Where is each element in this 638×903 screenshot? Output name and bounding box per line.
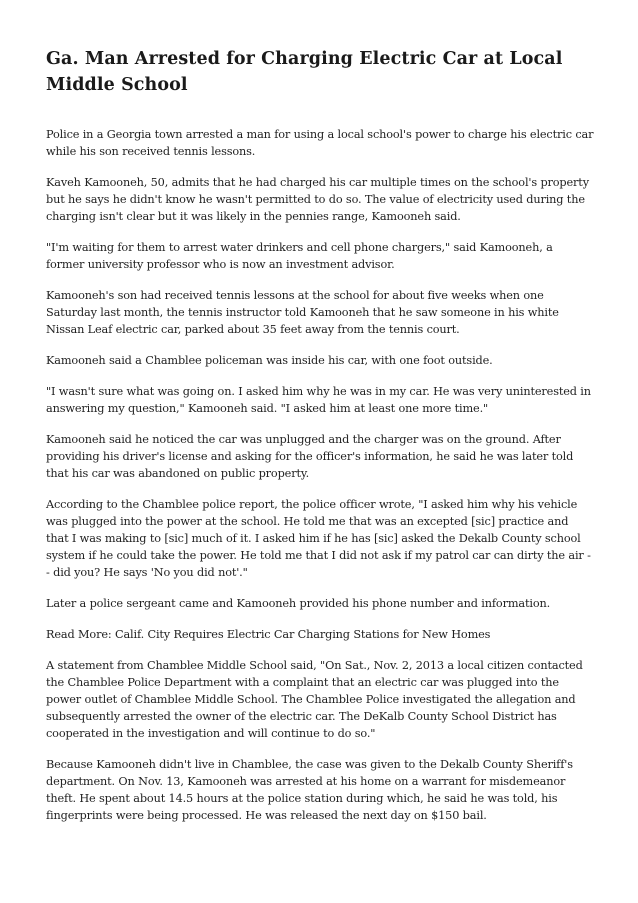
article-paragraph: Kamooneh's son had received tennis lessons at the school for about five weeks when one Saturday last month, the tennis instructor told Kamooneh that he saw someone in his white Nissan Leaf electric car, parked about 35 feet away from the tennis court. xyxy=(46,289,559,336)
article-paragraph: Police in a Georgia town arrested a man for using a local school's power to charge his electric car while his son received tennis lessons. xyxy=(46,128,594,158)
read-more-line: Read More: Calif. City Requires Electric Car Charging Stations for New Homes xyxy=(46,628,491,641)
article-paragraph: Later a police sergeant came and Kamooneh provided his phone number and information. xyxy=(46,597,551,610)
article-paragraph: According to the Chamblee police report, the police officer wrote, "I asked him why his vehicle was plugged into the power at the school. He told me that was an excepted [sic] practice and that I was making to [sic] much of it. I asked him if he has [sic] asked the Dekalb County school system if he could take the power. He told me that I did not ask if my patrol car can dirty the air -- did you? He says 'No you did not'." xyxy=(46,498,591,579)
article-title: Ga. Man Arrested for Charging Electric Car at Local Middle School xyxy=(46,49,563,95)
article xyxy=(46,46,594,838)
article-paragraph: Kamooneh said he noticed the car was unplugged and the charger was on the ground. After providing his driver's license and asking for the officer's information, he said he was later told that his car was abandoned on public property. xyxy=(46,433,574,480)
article-paragraph: Kamooneh said a Chamblee policeman was inside his car, with one foot outside. xyxy=(46,354,493,367)
article-paragraph: "I'm waiting for them to arrest water drinkers and cell phone chargers," said Kamooneh, a former university professor who is now an investment advisor. xyxy=(46,241,553,271)
article-paragraph: A statement from Chamblee Middle School said, "On Sat., Nov. 2, 2013 a local citizen contacted the Chamblee Police Department with a complaint that an electric car was plugged into the power outlet of Chamblee Middle School. The Chamblee Police investigated the allegation and subsequently arrested the owner of the electric car. The DeKalb County School District has cooperated in the investigation and will continue to do so." xyxy=(46,659,583,740)
article-paragraph: Because Kamooneh didn't live in Chamblee, the case was given to the Dekalb County Sheriff's department. On Nov. 13, Kamooneh was arrested at his home on a warrant for misdemeanor theft. He spent about 14.5 hours at the police station during which, he said he was told, his fingerprints were being processed. He was released the next day on $150 bail. xyxy=(46,758,573,822)
article-paragraph: Kaveh Kamooneh, 50, admits that he had charged his car multiple times on the school's property but he says he didn't know he wasn't permitted to do so. The value of electricity used during the charging isn't clear but it was likely in the pennies range, Kamooneh said. xyxy=(46,176,589,223)
article-paragraph: "I wasn't sure what was going on. I asked him why he was in my car. He was very uninterested in answering my question," Kamooneh said. "I asked him at least one more time." xyxy=(46,385,591,415)
